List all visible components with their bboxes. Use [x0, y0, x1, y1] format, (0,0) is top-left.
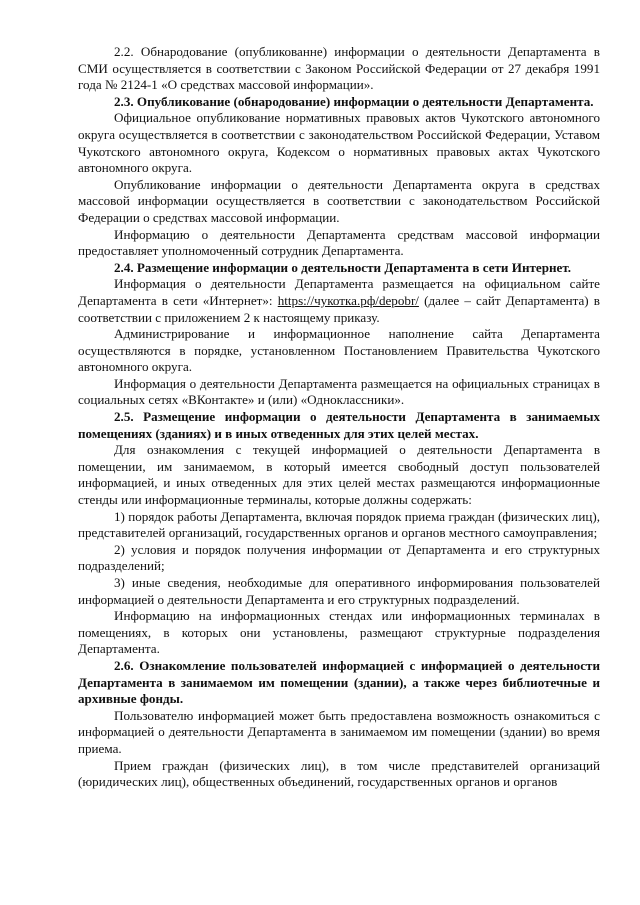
paragraph-official-publication: Официальное опубликование нормативных правовых актов Чукотского автономного округа осуществляется в соответствии с законодательством Российской Федерации, Уставом Чукотского автономного округа, Кодексом о нормативных правовых актах Чукотского автономного округа.	[78, 110, 600, 176]
paragraph-stands-responsibility: Информацию на информационных стендах или информационных терминалах в помещениях, в которых они установлены, размещают структурные подразделения Департамента.	[78, 608, 600, 657]
list-item-1: 1) порядок работы Департамента, включая порядок приема граждан (физических лиц), представителей организаций, государственных органов и органов местного самоуправления;	[78, 508, 600, 541]
paragraph-site-administration: Администрирование и информационное наполнение сайта Департамента осуществляются в порядке, установленном Постановлением Правительства Чукотского автономного округа.	[78, 326, 600, 375]
paragraph-2-2: 2.2. Обнародование (опубликованне) информации о деятельности Департамента в СМИ осуществляется в соответствии с Законом Российской Федерации от 27 декабря 1991 года № 2124-1 «О средствах массовой информации».	[78, 44, 600, 93]
heading-2-4: 2.4. Размещение информации о деятельности Департамента в сети Интернет.	[114, 259, 572, 275]
list-item-3: 3) иные сведения, необходимые для оперативного информирования пользователей информацией о деятельности Департамента и его структурных подразделений.	[78, 575, 600, 607]
list-item-2: 2) условия и порядок получения информации от Департамента и его структурных подразделений;	[78, 541, 600, 574]
paragraph-media-publication: Опубликование информации о деятельности Департамента округа в средствах массовой информации осуществляется в соответствии с законодательством Российской Федерации о средствах массовой информации.	[78, 176, 600, 225]
website-text-b: (далее – сайт Департамента) в соответствии с приложением 2 к настоящему приказу.	[78, 292, 600, 325]
paragraph-info-stands: Для ознакомления с текущей информацией о деятельности Департамента в помещении, им занимаемом, в который имеется свободный доступ пользователей информацией, и иных отведенных для этих целей местах размещаются информационные стенды или информационные терминалы, которые должны содержать:	[78, 442, 600, 508]
website-text-a: Информация о деятельности Департамента размещается на официальном сайте Департамента в сети «Интернет»:	[78, 276, 600, 308]
paragraph-social-networks: Информация о деятельности Департамента размещается на официальных страницах в социальных сетях «ВКонтакте» и (или) «Одноклассники».	[78, 375, 600, 408]
heading-2-3: 2.3. Опубликование (обнародование) информации о деятельности Департамента.	[114, 93, 594, 109]
paragraph-reception: Прием граждан (физических лиц), в том числе представителей организаций (юридических лиц), общественных объединений, государственных органов и органов	[78, 757, 600, 790]
heading-2-5: 2.5. Размещение информации о деятельности Департамента в занимаемых помещениях (зданиях) и в иных отведенных для этих целей местах.	[78, 409, 600, 441]
paragraph-website	[78, 276, 600, 326]
website-link[interactable]: https://чукотка.рф/depobr/	[277, 292, 419, 308]
paragraph-familiarization: Пользователю информацией может быть предоставлена возможность ознакомиться с информацией о деятельности Департамента в занимаемом им помещении (здании) во время приема.	[78, 707, 600, 756]
heading-2-6: 2.6. Ознакомление пользователей информацией с информацией о деятельности Департамента в занимаемом им помещении (здании), а также через библиотечные и архивные фонды.	[78, 657, 600, 707]
paragraph-authorized-employee: Информацию о деятельности Департамента средствам массовой информации предоставляет уполномоченный сотрудник Департамента.	[78, 226, 600, 259]
